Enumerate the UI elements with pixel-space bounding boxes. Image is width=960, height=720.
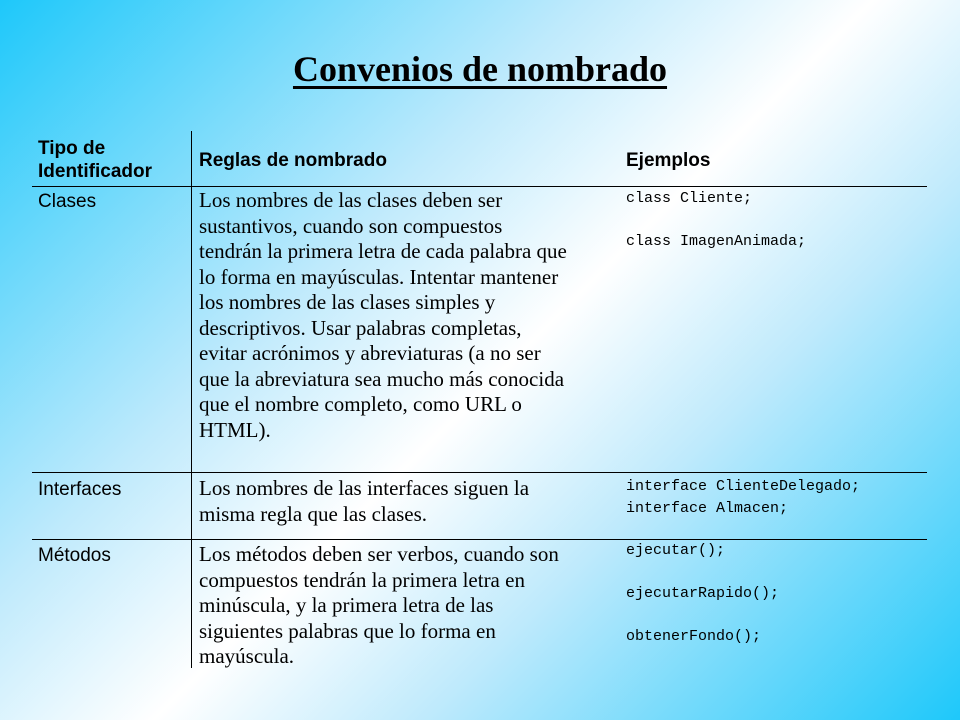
page-title: Convenios de nombrado [292, 49, 668, 89]
example-code: obtenerFondo(); [626, 628, 762, 645]
header-type: Tipo de Identificador [38, 138, 153, 182]
example-code: interface ClienteDelegado; [626, 478, 861, 495]
example-code: class ImagenAnimada; [626, 233, 807, 250]
column-divider [191, 131, 192, 668]
row-type-interfaces: Interfaces [38, 479, 122, 500]
header-examples: Ejemplos [626, 150, 711, 171]
example-code: interface Almacen; [626, 499, 789, 517]
row-rules-clases: Los nombres de las clases deben ser sustantivos, cuando son compuestos tendrán la primera letra de cada palabra que lo forma en mayúsculas. Intentar mantener los nombres de las clases simples y descriptivos. Usar palabras completas, evitar acrónimos y abreviaturas (a no ser que la abreviatura sea mucho más conocida que el nombre completo, como URL o HTML). [199, 188, 567, 442]
header-divider [32, 186, 927, 187]
row-divider [32, 539, 927, 540]
row-examples-metodos [626, 540, 779, 648]
row-rules-metodos: Los métodos deben ser verbos, cuando son compuestos tendrán la primera letra en minúscula, y la primera letra de las siguientes palabras que lo forma en mayúscula. [199, 542, 559, 668]
header-rules: Reglas de nombrado [199, 150, 387, 171]
example-code: ejecutar(); [626, 542, 726, 559]
row-rules-interfaces: Los nombres de las interfaces siguen la misma regla que las clases. [199, 476, 530, 526]
row-examples-clases [626, 188, 806, 253]
example-code: class Cliente; [626, 190, 753, 207]
row-divider [32, 472, 927, 473]
example-code: ejecutarRapido(); [626, 585, 780, 602]
row-type-metodos: Métodos [38, 545, 111, 566]
row-examples-interfaces [626, 476, 860, 519]
row-type-clases: Clases [38, 191, 97, 212]
